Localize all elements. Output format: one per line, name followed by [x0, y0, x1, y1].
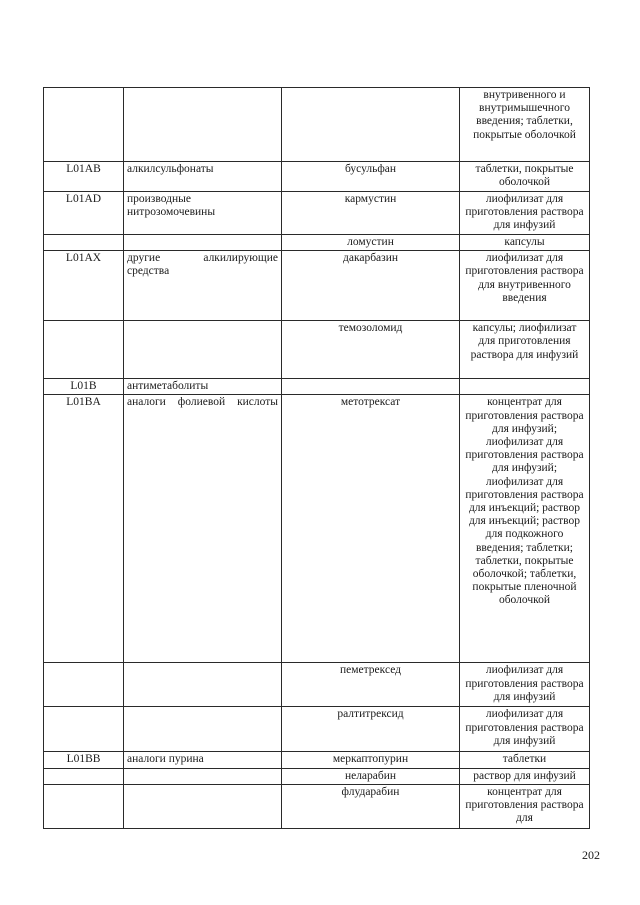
dosage-form-cell: капсулы [460, 235, 590, 251]
drug-name-cell: флударабин [282, 784, 460, 828]
dosage-form-cell: лиофилизат для приготовления раствора для внутривенного введения [460, 251, 590, 321]
dosage-form-cell: капсулы; лиофилизат для приготовления раствора для инфузий [460, 321, 590, 379]
group-name-cell: антиметаболиты [124, 379, 282, 395]
drug-name-cell: метотрексат [282, 395, 460, 663]
drug-name-cell: ломустин [282, 235, 460, 251]
table-row [44, 707, 590, 752]
table-row [44, 88, 590, 162]
group-name-cell [124, 663, 282, 707]
atc-code-cell [44, 768, 124, 784]
table-row [44, 251, 590, 321]
atc-code-cell: L01AD [44, 192, 124, 235]
page-number: 202 [582, 848, 600, 862]
table-row [44, 321, 590, 379]
atc-code-cell [44, 663, 124, 707]
table-row [44, 663, 590, 707]
table-row [44, 395, 590, 663]
dosage-form-cell: внутривенного и внутримышечного введения; таблетки, покрытые оболочкой [460, 88, 590, 162]
dosage-form-cell [460, 379, 590, 395]
atc-code-cell [44, 707, 124, 752]
atc-code-cell [44, 235, 124, 251]
drug-name-cell: неларабин [282, 768, 460, 784]
group-name-cell: другие алкилирующие средства [124, 251, 282, 321]
atc-code-cell [44, 321, 124, 379]
table-row [44, 784, 590, 828]
dosage-form-cell: таблетки [460, 752, 590, 768]
drug-name-cell: меркаптопурин [282, 752, 460, 768]
group-name-cell: аналоги фолиевой кислоты [124, 395, 282, 663]
dosage-form-cell: раствор для инфузий [460, 768, 590, 784]
dosage-form-cell: таблетки, покрытые оболочкой [460, 162, 590, 192]
dosage-form-cell: лиофилизат для приготовления раствора для инфузий [460, 663, 590, 707]
group-name-cell: алкилсульфонаты [124, 162, 282, 192]
atc-code-cell: L01AB [44, 162, 124, 192]
drug-name-cell: ралтитрексид [282, 707, 460, 752]
atc-code-cell: L01B [44, 379, 124, 395]
table-row [44, 752, 590, 768]
atc-code-cell [44, 784, 124, 828]
group-name-cell [124, 768, 282, 784]
table-row [44, 192, 590, 235]
drug-name-cell: кармустин [282, 192, 460, 235]
atc-code-cell: L01BA [44, 395, 124, 663]
group-name-cell [124, 784, 282, 828]
dosage-form-cell: концентрат для приготовления раствора для [460, 784, 590, 828]
group-name-cell [124, 707, 282, 752]
dosage-form-cell: лиофилизат для приготовления раствора для инфузий [460, 707, 590, 752]
drug-name-cell: бусульфан [282, 162, 460, 192]
atc-code-cell: L01AX [44, 251, 124, 321]
atc-code-cell [44, 88, 124, 162]
dosage-form-cell: концентрат для приготовления раствора для инфузий; лиофилизат для приготовления раствора для инфузий; лиофилизат для приготовления раствора для инъекций; раствор для инъекций; раствор для подкожного введения; таблетки; таблетки, покрытые оболочкой; таблетки, покрытые пленочной оболочкой [460, 395, 590, 663]
table-row [44, 162, 590, 192]
group-name-cell [124, 321, 282, 379]
group-name-cell [124, 235, 282, 251]
table-row [44, 768, 590, 784]
group-name-cell [124, 88, 282, 162]
drug-name-cell [282, 379, 460, 395]
table-row [44, 379, 590, 395]
group-name-cell: производные нитрозомочевины [124, 192, 282, 235]
group-name-cell: аналоги пурина [124, 752, 282, 768]
drug-name-cell [282, 88, 460, 162]
drug-name-cell: дакарбазин [282, 251, 460, 321]
dosage-form-cell: лиофилизат для приготовления раствора для инфузий [460, 192, 590, 235]
drug-name-cell: пеметрексед [282, 663, 460, 707]
table-row [44, 235, 590, 251]
drug-name-cell: темозоломид [282, 321, 460, 379]
atc-code-cell: L01BB [44, 752, 124, 768]
medicines-table [43, 87, 590, 829]
